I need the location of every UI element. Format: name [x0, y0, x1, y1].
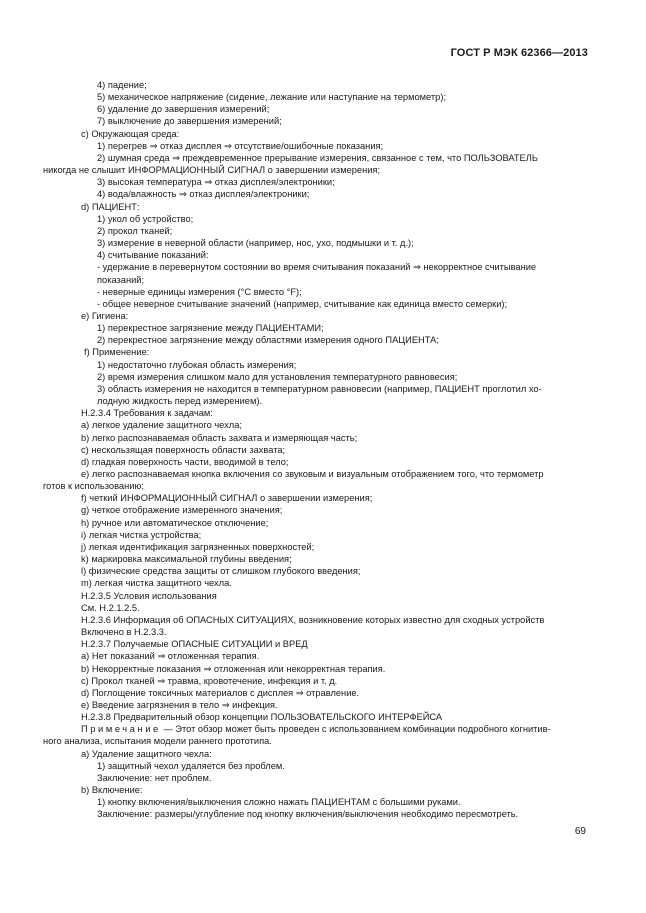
text-line: е) легко распознаваемая кнопка включения со звуковым и визуальным отображением того, что термометр: [81, 469, 544, 479]
text-line: с) Окружающая среда:: [81, 128, 180, 139]
text-line: Н.2.3.5 Условия использования: [81, 590, 217, 601]
text-line: f) Применение:: [84, 347, 150, 358]
note-label: Примечание: [81, 724, 161, 735]
text-line: 2) шумная среда ⇒ преждевременное прерывание измерения, связанное с тем, что ПОЛЬЗОВАТЕЛЬ: [97, 152, 538, 163]
text-line: k) маркировка максимальной глубины введения;: [81, 554, 292, 565]
text-line: i) легкая чистка устройства;: [81, 529, 202, 540]
document-body: [43, 79, 590, 821]
text-line: См. Н.2.1.2.5.: [81, 602, 140, 613]
text-line: - неверные единицы измерения (°С вместо °F);: [97, 286, 302, 297]
text-line: 1) кнопку включения/выключения сложно нажать ПАЦИЕНТАМ с большими руками.: [97, 797, 461, 808]
text-line: l) физические средства защиты от слишком глубокого введения;: [81, 566, 361, 577]
text-line: Н.2.3.4 Требования к задачам:: [81, 408, 213, 419]
text-line: 3) область измерения не находится в температурном равновесии (например, ПАЦИЕНТ проглотил хо-: [97, 383, 542, 394]
text-line: 4) падение;: [97, 80, 147, 90]
text-line: 7) выключение до завершения измерений;: [97, 116, 282, 127]
text-line: - удержание в перевернутом состоянии во время считывания показаний ⇒ некорректное считывание: [97, 262, 537, 273]
text-line: - общее неверное считывание значений (например, считывание как единица вместо семерки);: [97, 298, 508, 309]
text-line: 3) измерение в неверной области (например, нос, ухо, подмышки и т. д.);: [97, 238, 414, 249]
text-line: Н.2.3.8 Предварительный обзор концепции ПОЛЬЗОВАТЕЛЬСКОГО ИНТЕРФЕЙСА: [81, 712, 443, 723]
text-line: Н.2.3.7 Получаемые ОПАСНЫЕ СИТУАЦИИ и ВРЕД: [81, 639, 308, 650]
text-line: 1) перегрев ⇒ отказ дисплея ⇒ отсутствие/ошибочные показания;: [97, 140, 384, 151]
text-line: а) легкое удаление защитного чехла;: [81, 420, 242, 431]
page-number: 69: [574, 826, 586, 837]
text-line: с) Прокол тканей ⇒ травма, кровотечение, инфекция и т. д.: [81, 675, 338, 686]
text-line: готов к использованию;: [43, 481, 144, 492]
text-line: d) ПАЦИЕНТ:: [81, 201, 140, 212]
text-line: с) нескользящая поверхность области захвата;: [81, 444, 286, 455]
text-line: 3) высокая температура ⇒ отказ дисплея/электроники;: [97, 177, 335, 188]
text-line: е) Введение загрязнения в тело ⇒ инфекция.: [81, 699, 278, 710]
text-line: 4) считывание показаний:: [97, 250, 209, 261]
text-line: 2) время измерения слишком мало для установления температурного равновесия;: [97, 371, 458, 382]
text-line: b) Включение:: [81, 785, 143, 796]
text-line: d) гладкая поверхность части, вводимой в тело;: [81, 456, 289, 467]
text-line: 2) прокол тканей;: [97, 225, 173, 236]
text-line: f) четкий ИНФОРМАЦИОННЫЙ СИГНАЛ о завершении измерения;: [81, 493, 373, 504]
text-line: е) Гигиена:: [81, 310, 129, 321]
text-line: 5) механическое напряжение (сидение, лежание или наступание на термометр);: [97, 92, 447, 103]
text-line: ного анализа, испытания модели раннего прототипа.: [43, 736, 272, 747]
standard-header: ГОСТ Р МЭК 62366—2013: [450, 47, 588, 59]
text-line: показаний;: [97, 274, 145, 285]
text-line: а) Нет показаний ⇒ отложенная терапия.: [81, 651, 260, 662]
text-line: g) четкое отображение измеренного значения;: [81, 505, 283, 516]
text-line: m) легкая чистка защитного чехла.: [81, 578, 232, 589]
text-line: j) легкая идентификация загрязненных поверхностей;: [81, 541, 315, 552]
text-line: 1) защитный чехол удаляется без проблем.: [97, 760, 285, 771]
text-line: h) ручное или автоматическое отключение;: [81, 517, 269, 528]
text-line: лодную жидкость перед измерением).: [97, 396, 263, 407]
text-line: 1) недостаточно глубокая область измерения;: [97, 359, 297, 370]
note-text: — Этот обзор может быть проведен с использованием комбинации подробного когнитив-: [160, 724, 551, 735]
text-line: Заключение: размеры/углубление под кнопку включения/выключения необходимо пересмотреть.: [97, 809, 519, 820]
text-line: 1) перекрестное загрязнение между ПАЦИЕНТАМИ;: [97, 323, 324, 334]
text-line: b) Некорректные показания ⇒ отложенная или некорректная терапия.: [81, 663, 386, 674]
text-line: Заключение: нет проблем.: [97, 772, 212, 783]
text-line: b) легко распознаваемая область захвата и измеряющая часть;: [81, 432, 358, 443]
text-line: 2) перекрестное загрязнение между областями измерения одного ПАЦИЕНТА;: [97, 335, 439, 346]
text-line: никогда не слышит ИНФОРМАЦИОННЫЙ СИГНАЛ о завершении измерения;: [43, 165, 381, 176]
text-line: d) Поглощение токсичных материалов с дисплея ⇒ отравление.: [81, 687, 360, 698]
text-line: 1) укол об устройство;: [97, 213, 194, 224]
text-line: а) Удаление защитного чехла:: [81, 748, 212, 759]
text-line: 4) вода/влажность ⇒ отказ дисплея/электроники;: [97, 189, 310, 200]
note-line: [62, 723, 590, 735]
text-line: Включено в Н.2.3.3.: [81, 627, 167, 638]
text-line: Н.2.3.6 Информация об ОПАСНЫХ СИТУАЦИЯХ, возникновение которых известно для сходных устройств: [81, 614, 545, 625]
text-line: 6) удаление до завершения измерений;: [97, 104, 270, 115]
